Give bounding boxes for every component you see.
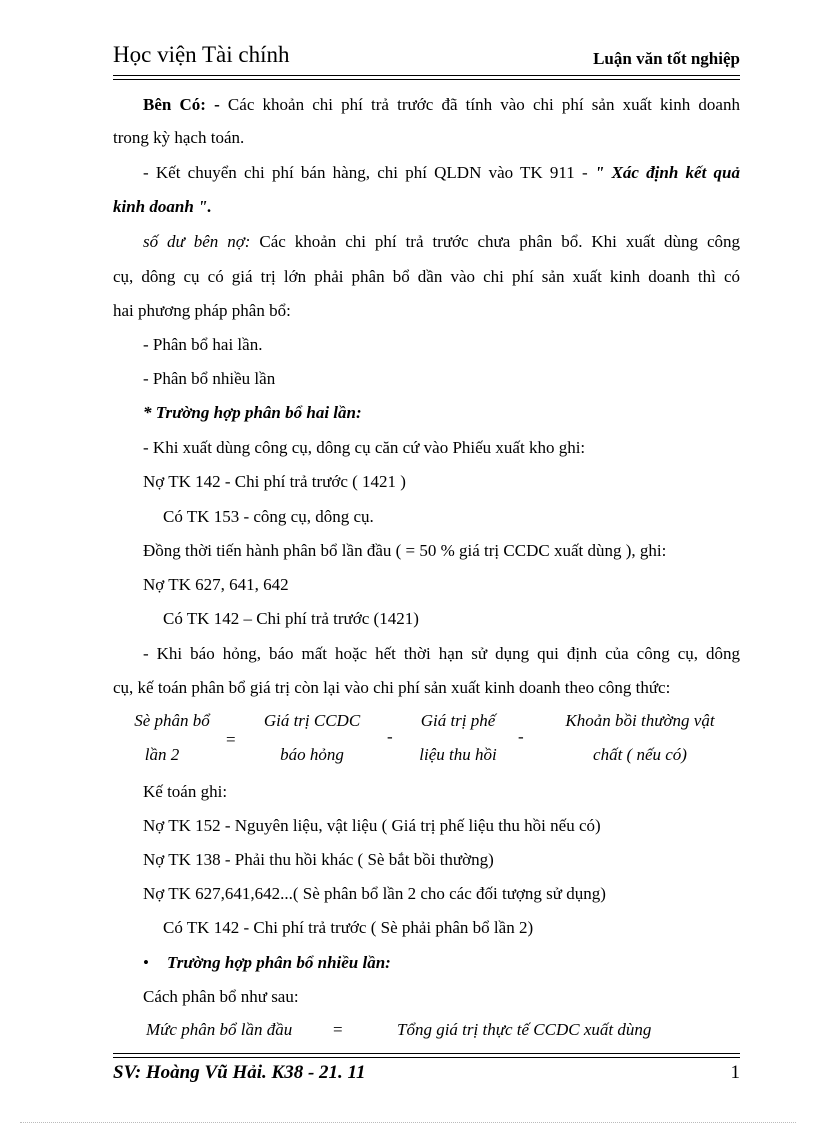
- formula-minus: -: [387, 727, 393, 746]
- journal-entry: Có TK 153 - công cụ, dông cụ.: [163, 507, 374, 526]
- journal-entry: Có TK 142 - Chi phí trả trước ( Sè phải phân bổ lần 2): [163, 918, 534, 937]
- paragraph-line: Cách phân bổ như sau:: [143, 987, 299, 1006]
- header-rule: [113, 75, 740, 76]
- emphasis: kinh doanh ".: [113, 197, 212, 216]
- text: - Kết chuyển chi phí bán hàng, chi phí QLDN vào TK 911 -: [143, 163, 595, 182]
- formula-equals: =: [226, 730, 236, 749]
- formula2-equals: =: [333, 1020, 343, 1039]
- paragraph-line: Đồng thời tiến hành phân bổ lần đầu ( = 50 % giá trị CCDC xuất dùng ), ghi:: [143, 541, 667, 560]
- paragraph-line: trong kỳ hạch toán.: [113, 128, 245, 147]
- journal-entry: Có TK 142 – Chi phí trả trước (1421): [163, 609, 419, 628]
- footer-author: SV: Hoàng Vũ Hải. K38 - 21. 11: [113, 1062, 366, 1083]
- formula-term-a: Sè phân bổ: [134, 711, 210, 730]
- footer-rule: [113, 1053, 740, 1054]
- formula-term-b: Giá trị CCDC: [263, 711, 361, 730]
- header-rule-thin: [113, 79, 740, 80]
- text: Các khoản chi phí trả trước đã tính vào chi phí sản xuất kinh doanh: [219, 95, 740, 114]
- formula2-left: Mức phân bổ lần đầu: [146, 1020, 293, 1039]
- paragraph-line: - Phân bổ hai lần.: [143, 335, 263, 354]
- journal-entry: Nợ TK 142 - Chi phí trả trước ( 1421 ): [143, 472, 406, 491]
- journal-entry: Nợ TK 627,641,642...( Sè phân bổ lần 2 cho các đối tượng sử dụng): [143, 884, 606, 903]
- formula-term-b-2: báo hỏng: [280, 745, 344, 764]
- footer-rule-thin: [113, 1057, 740, 1058]
- journal-entry: Nợ TK 152 - Nguyên liệu, vật liệu ( Giá trị phế liệu thu hồi nếu có): [143, 816, 601, 835]
- formula2-right: Tổng giá trị thực tế CCDC xuất dùng: [397, 1020, 652, 1039]
- journal-entry: Nợ TK 138 - Phải thu hồi khác ( Sè bắt bồi thường): [143, 850, 494, 869]
- bullet-icon: •: [143, 953, 149, 972]
- header-institution: Học viện Tài chính: [113, 42, 290, 67]
- paragraph-line: Kế toán ghi:: [143, 782, 228, 801]
- journal-entry: Nợ TK 627, 641, 642: [143, 575, 289, 594]
- label-ben-co: Bên Có: -: [143, 95, 220, 114]
- paragraph-line: - Khi xuất dùng công cụ, dông cụ căn cứ vào Phiếu xuất kho ghi:: [143, 438, 586, 457]
- formula-term-a-2: lần 2: [144, 745, 180, 764]
- paragraph-line: - Khi báo hỏng, báo mất hoặc hết thời hạn sử dụng qui định của công cụ, dông: [143, 644, 740, 663]
- paragraph-line: cụ, dông cụ có giá trị lớn phải phân bổ dần vào chi phí sản xuất kinh doanh thì có: [113, 267, 740, 286]
- paragraph-line: cụ, kế toán phân bổ giá trị còn lại vào chi phí sản xuất kinh doanh theo công thức:: [113, 678, 671, 697]
- emphasis: " Xác định kết quả: [594, 163, 740, 182]
- label-so-du: số dư bên nợ:: [143, 232, 251, 251]
- paragraph-line: [143, 232, 740, 252]
- paragraph-line: [143, 95, 740, 115]
- paragraph-line: [143, 163, 740, 183]
- formula-term-c-2: liệu thu hồi: [419, 745, 497, 764]
- formula-minus: -: [518, 727, 524, 746]
- text: Các khoản chi phí trả trước chưa phân bổ. Khi xuất dùng công: [250, 232, 740, 251]
- section-heading: * Trường hợp phân bổ hai lần:: [143, 403, 362, 422]
- formula-term-d-2: chất ( nếu có): [593, 745, 687, 764]
- formula-term-d: Khoản bồi thường vật: [565, 711, 715, 730]
- paragraph-line: hai phương pháp phân bổ:: [113, 301, 291, 320]
- paragraph-line: - Phân bổ nhiều lần: [143, 369, 276, 388]
- formula-term-c: Giá trị phế: [420, 711, 496, 730]
- page-number: 1: [730, 1062, 740, 1083]
- section-heading: • Trường hợp phân bổ nhiều lần:: [143, 953, 391, 972]
- header-doc-type: Luận văn tốt nghiệp: [593, 49, 740, 68]
- paragraph-line: [113, 197, 212, 217]
